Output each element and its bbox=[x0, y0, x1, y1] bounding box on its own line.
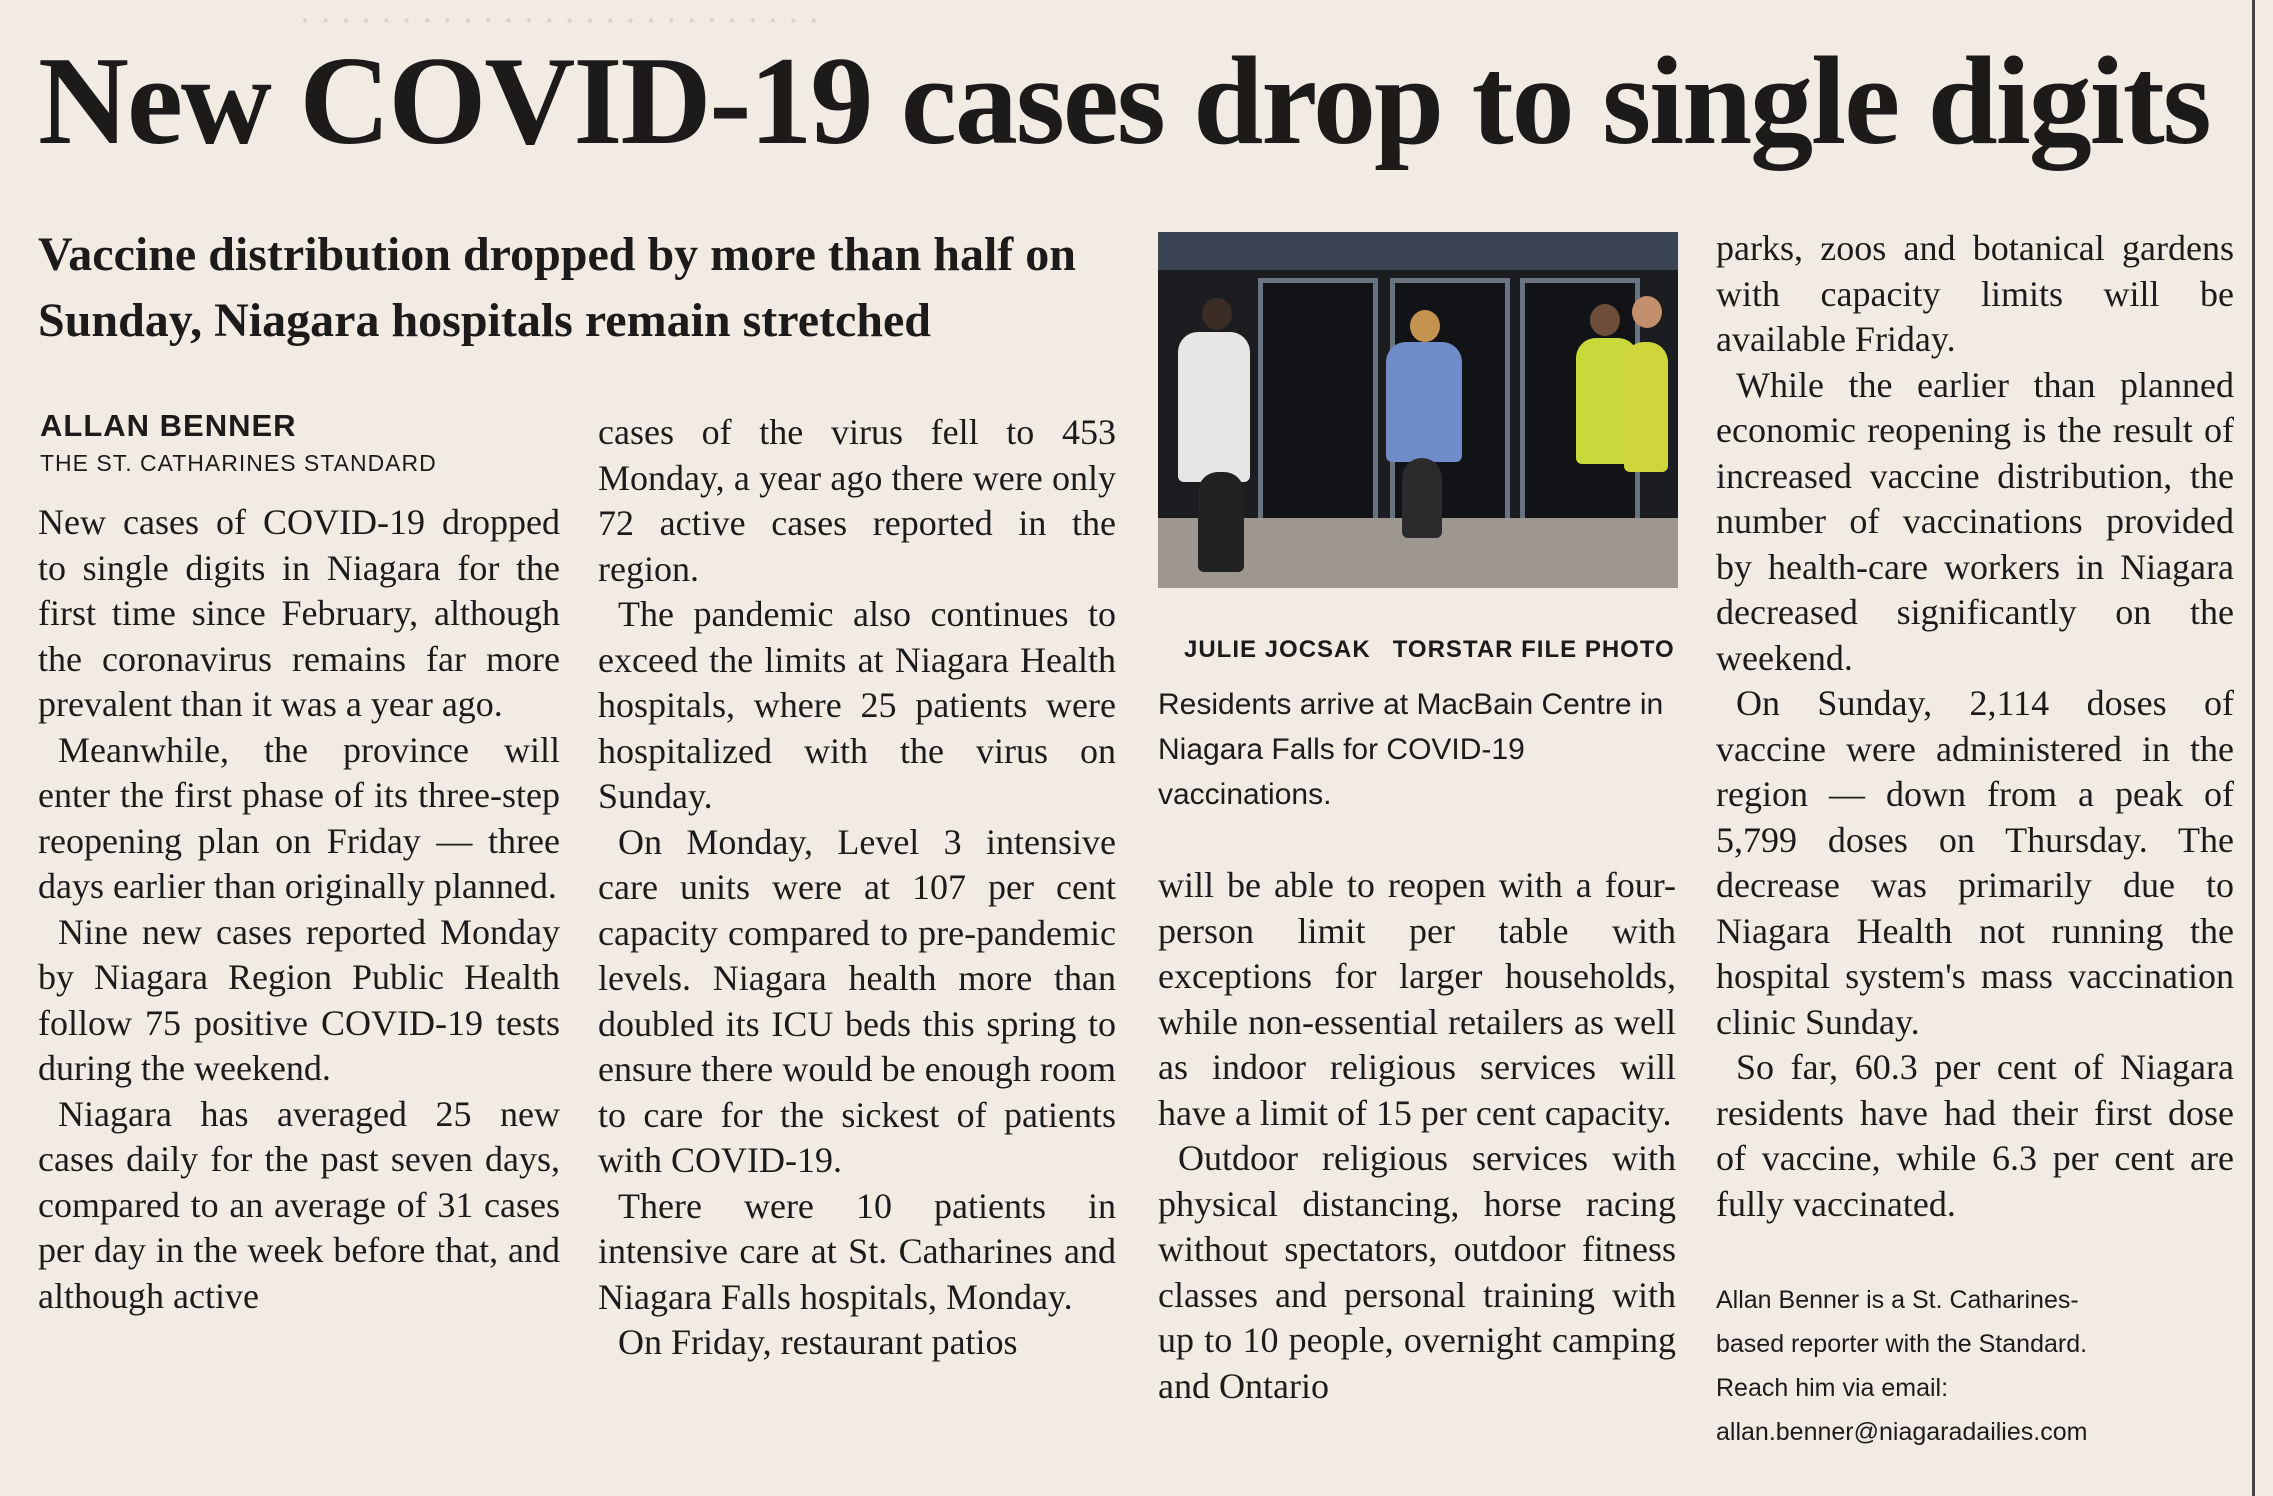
photo-awning bbox=[1158, 232, 1678, 270]
paragraph: Meanwhile, the province will enter the first phase of its three-step reopening plan on Friday — three days earlier than originally planned. bbox=[38, 729, 560, 906]
photographer-name: JULIE JOCSAK bbox=[1184, 636, 1371, 663]
column-rule bbox=[2252, 0, 2255, 1496]
photo-person-white-shirt bbox=[1178, 332, 1250, 482]
paragraph: cases of the virus fell to 453 Monday, a year ago there were only 72 active cases reported in the region. bbox=[598, 412, 1116, 589]
photo-head bbox=[1590, 304, 1620, 336]
paragraph: parks, zoos and botanical gardens with capacity limits will be available Friday. bbox=[1716, 228, 2234, 359]
paragraph: The pandemic also continues to exceed the limits at Niagara Health hospitals, where 25 patients were hospitalized with the virus on Sunday. bbox=[598, 594, 1116, 816]
byline-publication: THE ST. CATHARINES STANDARD bbox=[40, 450, 437, 476]
headline: New COVID-19 cases drop to single digits bbox=[38, 32, 2210, 171]
photo-head bbox=[1202, 298, 1232, 330]
article-column-1 bbox=[38, 500, 560, 1319]
photo-head bbox=[1632, 296, 1662, 328]
subhead: Vaccine distribution dropped by more than half on Sunday, Niagara hospitals remain stretched bbox=[38, 228, 1076, 347]
paragraph: While the earlier than planned economic reopening is the result of increased vaccine distribution, the number of vaccinations provided by health-care workers in Niagara decreased significantly on the weekend. bbox=[1716, 364, 2234, 678]
paragraph: New cases of COVID-19 dropped to single digits in Niagara for the first time since February, although the coronavirus remains far more prevalent than it was a year ago. bbox=[38, 502, 560, 724]
paragraph: So far, 60.3 per cent of Niagara residents have had their first dose of vaccine, while 6.3 per cent are fully vaccinated. bbox=[1716, 1047, 2234, 1224]
photo-caption: Residents arrive at MacBain Centre in Niagara Falls for COVID-19 vaccinations. bbox=[1158, 688, 1664, 811]
author-email: allan.benner@niagaradailies.com bbox=[1716, 1418, 2088, 1446]
article-column-2 bbox=[598, 410, 1116, 1366]
paragraph: Outdoor religious services with physical distancing, horse racing without spectators, outdoor fitness classes and personal training with up to 10 people, overnight camping and Ontario bbox=[1158, 1138, 1676, 1406]
paragraph: will be able to reopen with a four-person limit per table with exceptions for larger households, while non-essential retailers as well as indoor religious services will have a limit of 15 per cent capacity. bbox=[1158, 865, 1676, 1133]
photo-head bbox=[1410, 310, 1440, 342]
news-photo bbox=[1158, 232, 1678, 588]
photo-credit bbox=[1184, 636, 1675, 664]
tagline-line: based reporter with the Standard. bbox=[1716, 1330, 2088, 1358]
paragraph: On Sunday, 2,114 doses of vaccine were administered in the region — down from a peak of 5,799 doses on Thursday. The decrease was primarily due to Niagara Health not running the hospital system's mass vaccination clinic Sunday. bbox=[1716, 683, 2234, 1042]
photo-person-blue-shirt bbox=[1386, 342, 1462, 462]
tagline-line: Reach him via email: bbox=[1716, 1374, 1949, 1402]
paragraph: There were 10 patients in intensive care at St. Catharines and Niagara Falls hospitals, Monday. bbox=[598, 1185, 1116, 1317]
paragraph: Niagara has averaged 25 new cases daily for the past seven days, compared to an average of 31 cases per day in the week before that, and although active bbox=[38, 1093, 560, 1316]
photo-person-legs bbox=[1198, 472, 1244, 572]
photo-person-legs bbox=[1402, 458, 1442, 538]
paragraph: Nine new cases reported Monday by Niagara Region Public Health follow 75 positive COVID-19 tests during the weekend. bbox=[38, 911, 560, 1088]
photo-worker-safety-vest bbox=[1624, 342, 1668, 472]
article-column-4 bbox=[1716, 226, 2234, 1227]
paragraph: On Friday, restaurant patios bbox=[618, 1322, 1018, 1362]
paragraph: On Monday, Level 3 intensive care units were at 107 per cent capacity compared to pre-pandemic levels. Niagara health more than doubled its ICU beds this spring to ensure there would be enough room to care for the sickest of patients with COVID-19. bbox=[598, 821, 1116, 1180]
photo-source: TORSTAR FILE PHOTO bbox=[1392, 636, 1675, 663]
byline-author: ALLAN BENNER bbox=[40, 408, 297, 443]
photo-door bbox=[1258, 278, 1378, 528]
tagline-line: Allan Benner is a St. Catharines- bbox=[1716, 1286, 2079, 1314]
article-column-3 bbox=[1158, 863, 1676, 1409]
author-tagline bbox=[1716, 1278, 2236, 1454]
show-through-text-top: . . . . . . . . . . . . . . . . . . . . . . . . . . bbox=[300, 0, 819, 30]
